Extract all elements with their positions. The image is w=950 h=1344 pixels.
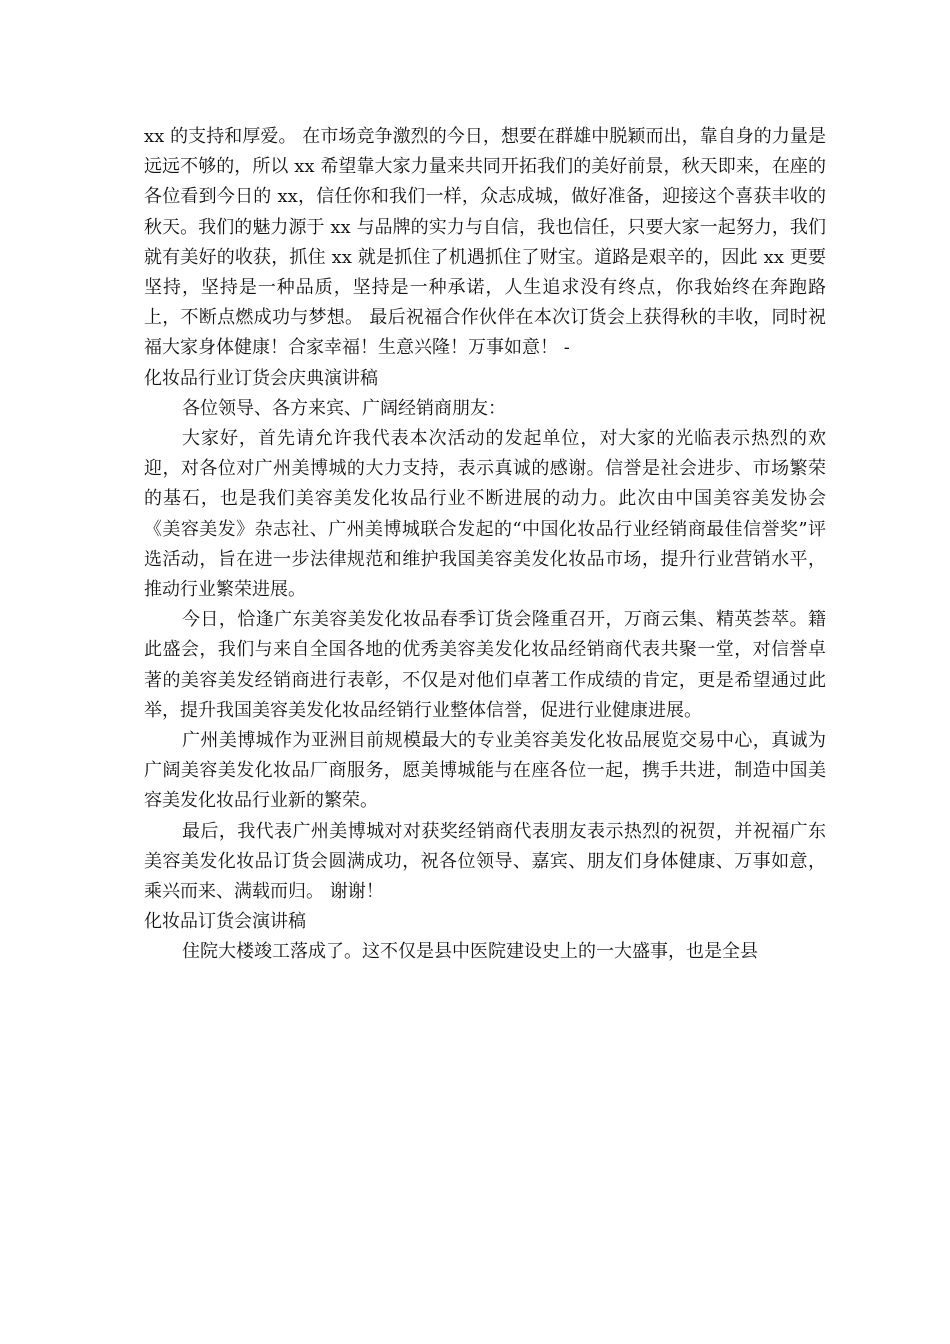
paragraph-salutation: 各位领导、各方来宾、广阔经销商朋友：	[182, 397, 506, 419]
paragraph-welcome: 大家好，首先请允许我代表本次活动的发起单位，对大家的光临表示热烈的欢迎，对各位对广州美博城的大力支持，表示真诚的感谢。信誉是社会进步、市场繁荣的基石，也是我们美容美发化妆品行业不断进展的动力。此次由中国美容美发协会《美容美发》杂志社、广州美博城联合发起的“中国化妆品行业经销商最佳信誉奖”评选活动，旨在进一步法律规范和维护我国美容美发化妆品市场，提升行业营销水平，推动行业繁荣进展。	[144, 428, 826, 601]
paragraph-closing: 最后，我代表广州美博城对对获奖经销商代表朋友表示热烈的祝贺，并祝福广东美容美发化妆品订货会圆满成功，祝各位领导、嘉宾、朋友们身体健康、万事如意，乘兴而来、满载而归。 谢谢！	[144, 820, 826, 903]
section-heading-fair-speech: 化妆品订货会演讲稿	[144, 911, 306, 933]
paragraph-meibo-city: 广州美博城作为亚洲目前规模最大的专业美容美发化妆品展览交易中心，真诚为广阔美容美发化妆品厂商服务，愿美博城能与在座各位一起，携手共进，制造中国美容美发化妆品行业新的繁荣。	[144, 730, 826, 812]
paragraph-intro: xx 的支持和厚爱。 在市场竞争激烈的今日，想要在群雄中脱颖而出，靠自身的力量是远远不够的，所以 xx 希望靠大家力量来共同开拓我们的美好前景，秋天即来，在座的各位看到今日的 xx，信任你和我们一样，众志成城，做好准备，迎接这个喜获丰收的秋天。我们的魅力源于 xx 与品牌的实力与自信，我也信任，只要大家一起努力，我们就有美好的收获，抓住 xx 就是抓住了机遇抓住了财宝。道路是艰辛的，因此 xx 更要坚持，坚持是一种品质，坚持是一种承诺，人生追求没有终点，你我始终在奔跑路上，不断点燃成功与梦想。 最后祝福合作伙伴在本次订货会上获得秋的丰收，同时祝福大家身体健康！合家幸福！生意兴隆！万事如意！ -	[144, 126, 826, 359]
paragraph-fair-event: 今日，恰逢广东美容美发化妆品春季订货会隆重召开，万商云集、精英荟萃。籍此盛会，我们与来自全国各地的优秀美容美发化妆品经销商代表共聚一堂，对信誉卓著的美容美发经销商进行表彰，不仅是对他们卓著工作成绩的肯定，更是希望通过此举，提升我国美容美发化妆品经销行业整体信誉，促进行业健康进展。	[144, 609, 826, 721]
document-page	[144, 122, 826, 968]
section-heading-celebration-speech: 化妆品行业订货会庆典演讲稿	[144, 367, 378, 389]
paragraph-hospital: 住院大楼竣工落成了。这不仅是县中医院建设史上的一大盛事，也是全县	[182, 941, 758, 963]
